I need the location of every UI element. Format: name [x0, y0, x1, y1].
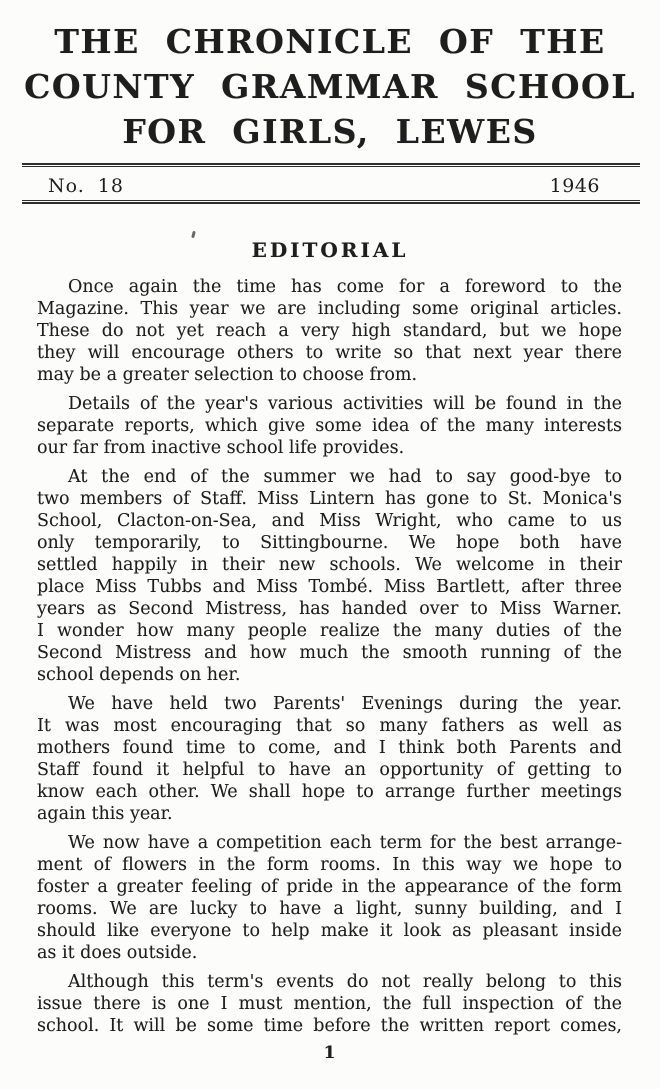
text-line: separate reports, which give some idea of the many interests [37, 416, 622, 436]
text-line: rooms. We are lucky to have a light, sunny building, and I [37, 899, 622, 919]
paragraph [37, 971, 622, 1037]
masthead-title-line-3: FOR GIRLS, LEWES [122, 112, 538, 151]
text-line: I wonder how many people realize the many duties of the [37, 621, 622, 641]
text-line: We have held two Parents' Evenings during the year. [68, 694, 622, 714]
paragraph [37, 393, 622, 459]
text-line: years as Second Mistress, has handed over to Miss Warner. [37, 599, 622, 619]
article-heading: EDITORIAL [251, 238, 409, 262]
double-rule-bottom [22, 200, 640, 204]
text-line: Second Mistress and how much the smooth running of the [37, 643, 622, 663]
text-line: ment of flowers in the form rooms. In this way we hope to [37, 855, 622, 875]
text-line: Staff found it helpful to have an opportunity of getting to [37, 760, 622, 780]
text-line: It was most encouraging that so many fathers as well as [37, 716, 622, 736]
text-line: again this year. [37, 804, 173, 824]
editorial-article [0, 237, 660, 1037]
text-line: school depends on her. [37, 665, 241, 685]
text-line: We now have a competition each term for the best arrange- [68, 833, 622, 853]
issue-number: No. 18 [48, 175, 124, 197]
page-number: 1 [323, 1043, 336, 1063]
page-footer [37, 1043, 622, 1063]
text-line: At the end of the summer we had to say good-bye to [68, 467, 622, 487]
text-line: two members of Staff. Miss Lintern has gone to St. Monica's [37, 489, 622, 509]
text-line: may be a greater selection to choose from. [37, 365, 418, 385]
text-line: our far from inactive school life provides. [37, 438, 405, 458]
masthead-title-line-1: THE CHRONICLE OF THE [54, 22, 606, 61]
text-line: as it does outside. [37, 943, 198, 963]
masthead-title-line-2: COUNTY GRAMMAR SCHOOL [24, 67, 636, 106]
issue-year: 1946 [549, 175, 600, 197]
text-line: school. It will be some time before the written report comes, [37, 1016, 622, 1036]
issue-bar [22, 167, 640, 200]
paragraph [37, 693, 622, 825]
text-line: School, Clacton-on-Sea, and Miss Wright, who came to us [37, 511, 622, 531]
paragraph [37, 466, 622, 686]
text-line: only temporarily, to Sittingbourne. We hope both have [37, 533, 622, 553]
text-line: they will encourage others to write so that next year there [37, 343, 622, 363]
text-line: mothers found time to come, and I think both Parents and [37, 738, 622, 758]
text-line: place Miss Tubbs and Miss Tombé. Miss Bartlett, after three [37, 577, 622, 597]
text-line: These do not yet reach a very high standard, but we hope [37, 321, 622, 341]
text-line: know each other. We shall hope to arrange further meetings [37, 782, 622, 802]
text-line: foster a greater feeling of pride in the appearance of the form [37, 877, 622, 897]
text-line: should like everyone to help make it look as pleasant inside [37, 921, 622, 941]
paragraph [37, 832, 622, 964]
text-line: Details of the year's various activities will be found in the [68, 394, 622, 414]
text-line: Although this term's events do not really belong to this [68, 972, 622, 992]
text-line: Once again the time has come for a foreword to the [68, 277, 622, 297]
article-body [37, 276, 622, 1037]
text-line: issue there is one I must mention, the full inspection of the [37, 994, 622, 1014]
paragraph [37, 276, 622, 386]
text-line: settled happily in their new schools. We welcome in their [37, 555, 622, 575]
text-line: Magazine. This year we are including some original articles. [37, 299, 622, 319]
masthead [10, 0, 650, 154]
